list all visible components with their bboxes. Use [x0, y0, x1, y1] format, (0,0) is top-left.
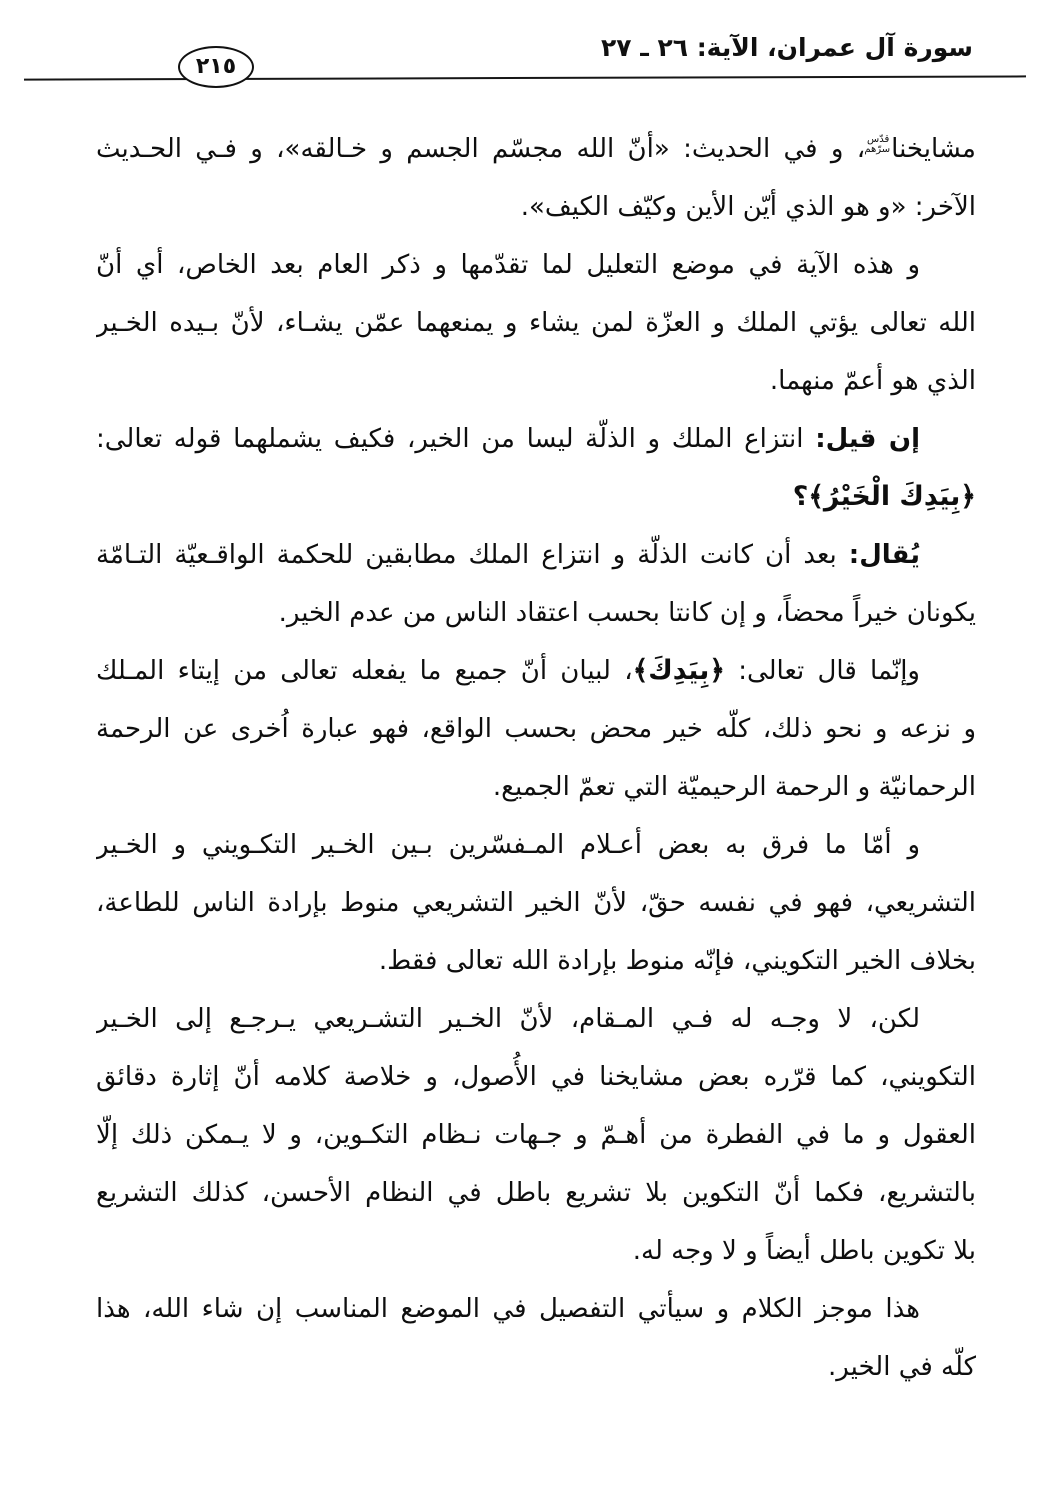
surah-header-title: سورة آل عمران، الآية: ٢٦ ـ ٢٧ [600, 33, 973, 62]
quran-quote: ﴿بِيَدِكَ الْخَيْرُ﴾؟ [792, 481, 976, 512]
text-line: بلا تكوين باطل أيضاً و لا وجه له. [632, 1236, 976, 1266]
paragraph [96, 816, 976, 990]
paragraph [96, 990, 976, 1280]
text-line: و أمّا ما فرق به بعض أعـلام المـفسّرين بـين الخـير التكـويني و الخـير [96, 830, 920, 860]
paragraph [96, 410, 976, 526]
paragraph [96, 642, 976, 816]
quran-quote: ﴿بِيَدِكَ﴾ [632, 655, 725, 686]
text-line: بخلاف الخير التكويني، فإنّه منوط بإرادة الله تعالى فقط. [378, 946, 976, 976]
text-line: بالتشريع، فكما أنّ التكوين بلا تشريع باطل في النظام الأحسن، كذلك التشريع [96, 1178, 976, 1208]
text-line: و نزعه و نحو ذلك، كلّه خير محض بحسب الواقع، فهو عبارة اُخرى عن الرحمة [96, 714, 976, 744]
text-line: الآخر: «و هو الذي أيّن الأين وكيّف الكيف». [520, 192, 976, 222]
text-line: هذا موجز الكلام و سيأتي التفصيل في الموضع المناسب إن شاء الله، هذا [96, 1294, 920, 1324]
text-line: و هذه الآية في موضع التعليل لما تقدّمها و ذكر العام بعد الخاص، أي أنّ [96, 250, 920, 280]
text-line: وإنّما قال تعالى: ﴿بِيَدِكَ﴾، لبيان أنّ جميع ما يفعله تعالى من إيتاء المـلك [96, 655, 920, 686]
text-line: التكويني، كما قرّره بعض مشايخنا في الأُصول، و خلاصة كلامه أنّ إثارة دقائق [96, 1062, 976, 1092]
text-line: الله تعالى يؤتي الملك و العزّة لمن يشاء و يمنعهما عمّن يشـاء، لأنّ بـيده الخـير [96, 308, 976, 338]
text-line: الرحمانيّة و الرحمة الرحيميّة التي تعمّ الجميع. [492, 772, 976, 802]
page-number-badge [178, 46, 254, 88]
text-line: إن قيل: انتزاع الملك و الذلّة ليسا من الخير، فكيف يشملهما قوله تعالى: [96, 424, 920, 454]
text-line [96, 468, 976, 526]
text-line: التشريعي، فهو في نفسه حقّ، لأنّ الخير التشريعي منوط بإرادة الناس للطاعة، [96, 888, 976, 918]
honorific-mark: قدّس سرّهم [864, 133, 891, 155]
text-line: يكونان خيراً محضاً، و إن كانتا بحسب اعتقاد الناس من عدم الخير. [278, 598, 976, 628]
header-rule [24, 75, 1026, 80]
paragraph [96, 236, 976, 410]
text-line: يُقال: بعد أن كانت الذلّة و انتزاع الملك مطابقين للحكمة الواقـعيّة التـامّة [96, 540, 920, 570]
paragraph [96, 120, 976, 236]
body-text [96, 120, 976, 1396]
text-line: مشايخناقدّس سرّهم، و في الحديث: «أنّ الله مجسّم الجسم و خـالقه»، و فـي الحـديث [96, 133, 976, 164]
text-line: العقول و ما في الفطرة من أهـمّ و جـهات نـظام التكـوين، و لا يـمكن ذلك إلّا [96, 1120, 976, 1150]
paragraph [96, 526, 976, 642]
page-number: ٢١٥ [195, 53, 237, 79]
text-line: كلّه في الخير. [828, 1352, 976, 1382]
text-line: الذي هو أعمّ منهما. [769, 366, 976, 396]
text-line: لكن، لا وجـه له فـي المـقام، لأنّ الخـير التشـريعي يـرجـع إلى الخـير [96, 1004, 920, 1034]
paragraph [96, 1280, 976, 1396]
